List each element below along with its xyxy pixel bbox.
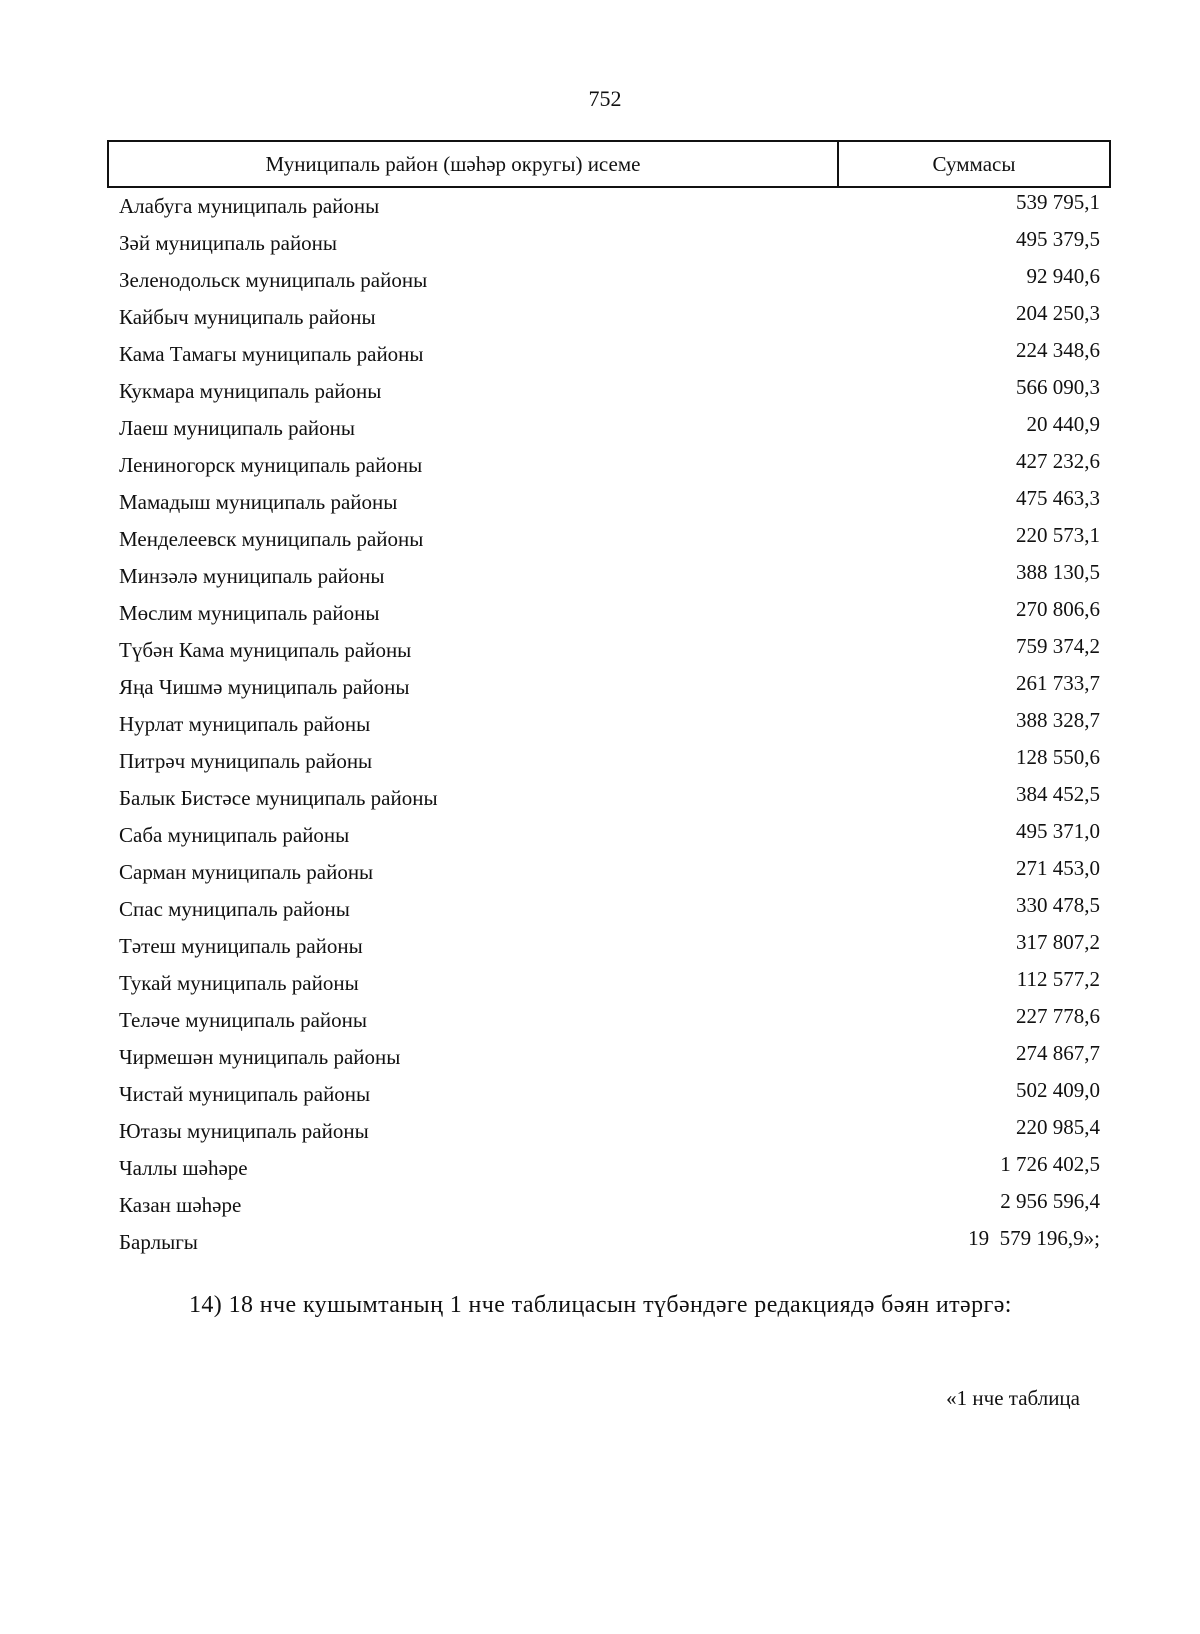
row-name: Чаллы шәһәре	[119, 1156, 248, 1180]
table-row	[119, 1152, 1100, 1189]
column-header-name: Муниципаль район (шәһәр округы) исеме	[109, 142, 839, 186]
table-row	[119, 671, 1100, 708]
row-value: 566 090,3	[1016, 375, 1100, 399]
table-row	[119, 1115, 1100, 1152]
row-name: Зеленодольск муниципаль районы	[119, 268, 428, 292]
row-name: Сарман муниципаль районы	[119, 860, 374, 884]
row-value: 220 573,1	[1016, 523, 1100, 547]
row-value: 502 409,0	[1016, 1078, 1100, 1102]
table-row	[119, 893, 1100, 930]
row-value: 92 940,6	[1026, 264, 1100, 288]
row-name: Казан шәһәре	[119, 1193, 242, 1217]
row-name: Питрәч муниципаль районы	[119, 749, 373, 773]
row-value: 1 726 402,5	[1000, 1152, 1100, 1176]
row-name: Яңа Чишмә муниципаль районы	[119, 675, 410, 699]
table-row	[119, 301, 1100, 338]
row-value: 2 956 596,4	[1000, 1189, 1100, 1213]
row-name: Саба муниципаль районы	[119, 823, 350, 847]
row-name: Алабуга муниципаль районы	[119, 194, 380, 218]
row-value: 388 130,5	[1016, 560, 1100, 584]
table-row	[119, 708, 1100, 745]
table-row	[119, 745, 1100, 782]
row-name: Кайбыч муниципаль районы	[119, 305, 376, 329]
table-row	[119, 523, 1100, 560]
table-row	[119, 1189, 1100, 1226]
table-row	[119, 190, 1100, 227]
row-value: 495 379,5	[1016, 227, 1100, 251]
row-name: Чистай муниципаль районы	[119, 1082, 371, 1106]
row-value: 317 807,2	[1016, 930, 1100, 954]
row-value: 112 577,2	[1016, 967, 1100, 991]
body-paragraph: 14) 18 нче кушымтаның 1 нче таблицасын түбәндәге редакциядә бәян итәргә:	[189, 1292, 1012, 1318]
table-row	[119, 227, 1100, 264]
row-name: Мөслим муниципаль районы	[119, 601, 380, 625]
row-name: Теләче муниципаль районы	[119, 1008, 367, 1032]
row-value: 271 453,0	[1016, 856, 1100, 880]
row-name: Мамадыш муниципаль районы	[119, 490, 398, 514]
row-name: Нурлат муниципаль районы	[119, 712, 371, 736]
row-name: Менделеевск муниципаль районы	[119, 527, 424, 551]
row-value: 19 579 196,9»;	[968, 1226, 1100, 1250]
table-row	[119, 930, 1100, 967]
row-name: Минзәлә муниципаль районы	[119, 564, 385, 588]
table-body	[119, 190, 1100, 1263]
row-value: 204 250,3	[1016, 301, 1100, 325]
row-name: Зәй муниципаль районы	[119, 231, 338, 255]
table-row	[119, 560, 1100, 597]
row-value: 759 374,2	[1016, 634, 1100, 658]
row-name: Балык Бистәсе муниципаль районы	[119, 786, 438, 810]
table-row	[119, 967, 1100, 1004]
table-header	[107, 140, 1111, 188]
table-row	[119, 634, 1100, 671]
table-row	[119, 449, 1100, 486]
table-row	[119, 264, 1100, 301]
row-name: Лаеш муниципаль районы	[119, 416, 356, 440]
row-name: Түбән Кама муниципаль районы	[119, 638, 412, 662]
row-value: 274 867,7	[1016, 1041, 1100, 1065]
table-row	[119, 338, 1100, 375]
row-value: 270 806,6	[1016, 597, 1100, 621]
row-name: Тәтеш муниципаль районы	[119, 934, 363, 958]
page-number: 752	[588, 86, 622, 111]
table-row	[119, 597, 1100, 634]
row-value: 388 328,7	[1016, 708, 1100, 732]
table-row	[119, 1078, 1100, 1115]
row-value: 539 795,1	[1016, 190, 1100, 214]
row-name: Лениногорск муниципаль районы	[119, 453, 423, 477]
row-value: 330 478,5	[1016, 893, 1100, 917]
row-value: 224 348,6	[1016, 338, 1100, 362]
column-header-sum: Суммасы	[932, 151, 1016, 176]
table-row	[119, 486, 1100, 523]
row-name: Спас муниципаль районы	[119, 897, 350, 921]
row-name: Чирмешән муниципаль районы	[119, 1045, 401, 1069]
table-row-total	[119, 1226, 1100, 1263]
table-row	[119, 375, 1100, 412]
row-value: 227 778,6	[1016, 1004, 1100, 1028]
row-name: Ютазы муниципаль районы	[119, 1119, 369, 1143]
table-row	[119, 1004, 1100, 1041]
row-value: 475 463,3	[1016, 486, 1100, 510]
table-row	[119, 1041, 1100, 1078]
row-name: Барлыгы	[119, 1230, 198, 1254]
row-value: 384 452,5	[1016, 782, 1100, 806]
row-value: 220 985,4	[1016, 1115, 1100, 1139]
table-caption: «1 нче таблица	[946, 1386, 1080, 1410]
row-name: Кама Тамагы муниципаль районы	[119, 342, 424, 366]
row-name: Тукай муниципаль районы	[119, 971, 359, 995]
table-row	[119, 782, 1100, 819]
table-row	[119, 412, 1100, 449]
table-row	[119, 856, 1100, 893]
row-value: 261 733,7	[1016, 671, 1100, 695]
row-value: 128 550,6	[1016, 745, 1100, 769]
table-row	[119, 819, 1100, 856]
row-name: Кукмара муниципаль районы	[119, 379, 382, 403]
row-value: 427 232,6	[1016, 449, 1100, 473]
row-value: 20 440,9	[1026, 412, 1100, 436]
row-value: 495 371,0	[1016, 819, 1100, 843]
